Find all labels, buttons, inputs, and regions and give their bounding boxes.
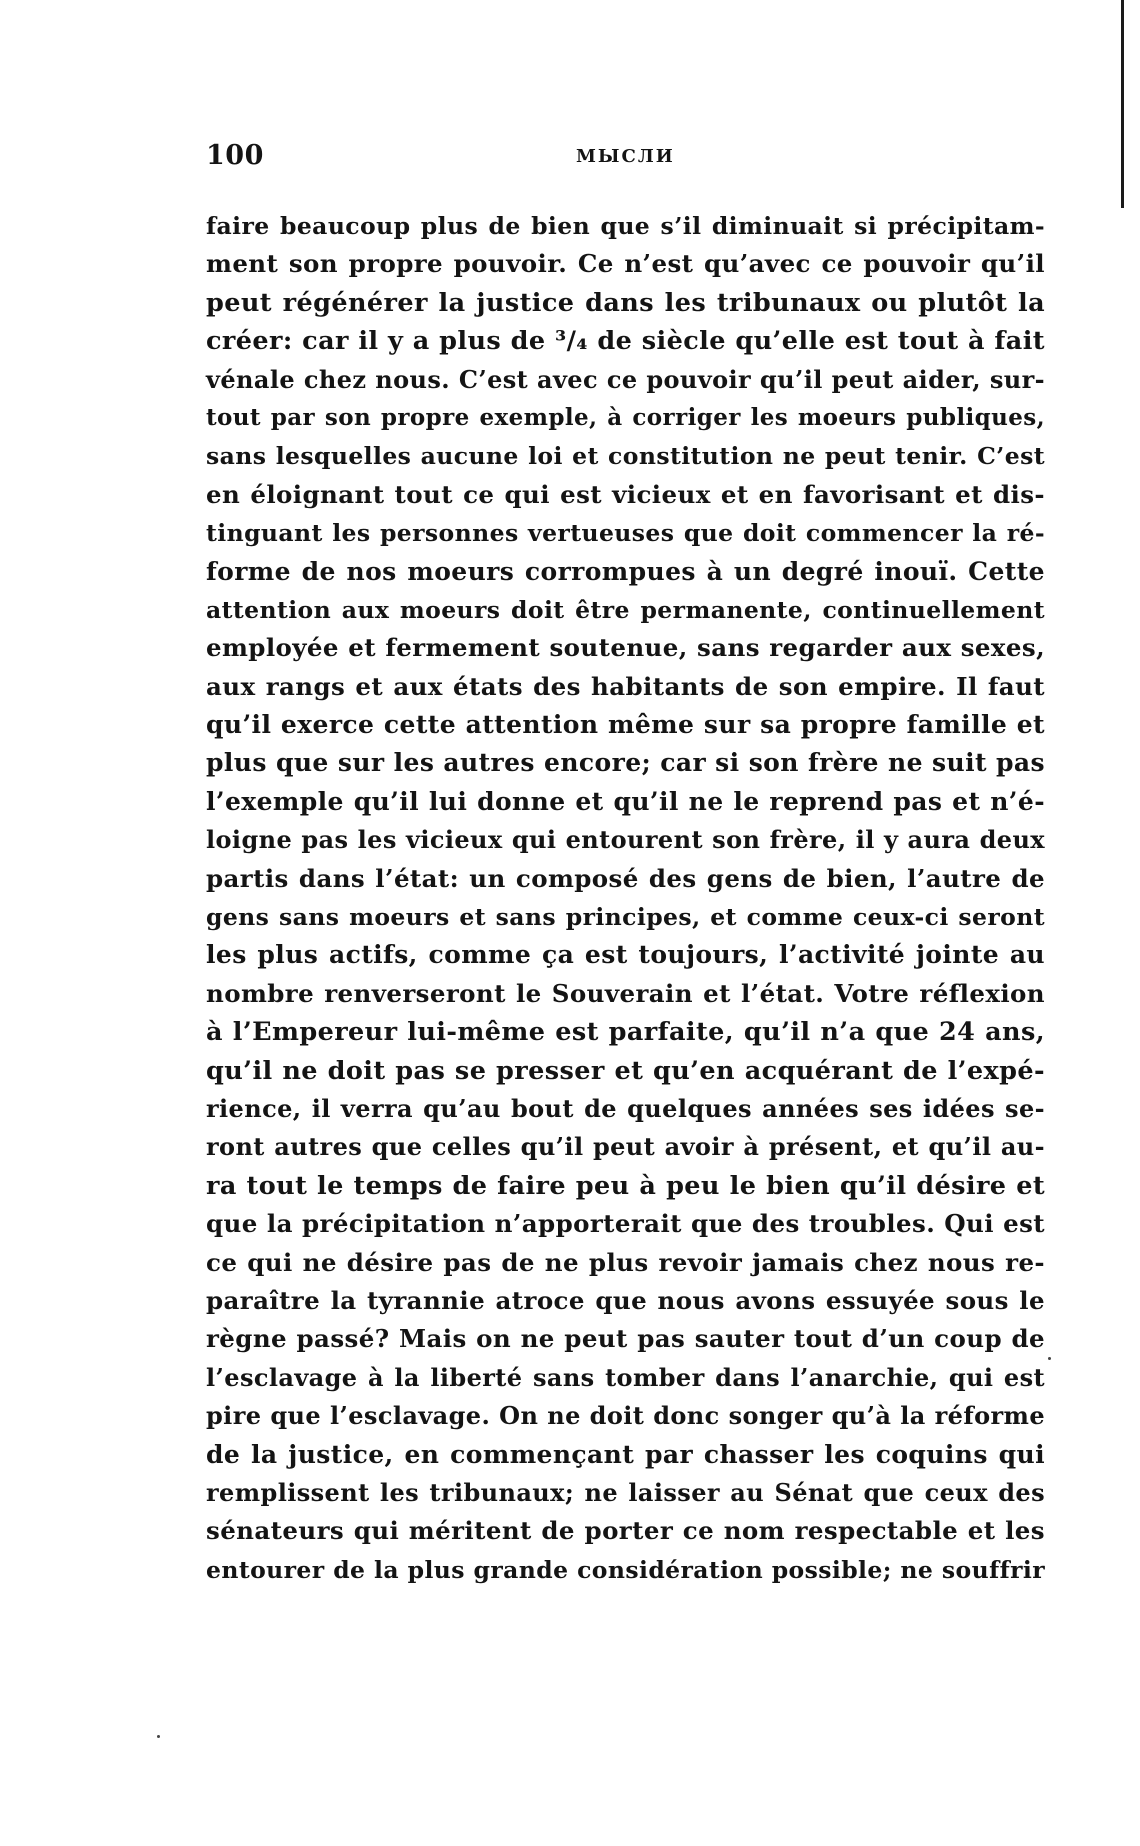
text-line: loigne pas les vicieux qui entourent son frère, il y aura deux	[206, 825, 1045, 855]
text-line: créer: car il y a plus de ³/₄ de siècle qu’elle est tout à fait	[206, 326, 1045, 357]
running-head: МЫСЛИ	[576, 146, 675, 167]
text-line: tinguant les personnes vertueuses que doit commencer la ré-	[206, 519, 1045, 548]
text-line: peut régénérer la justice dans les tribunaux ou plutôt la	[206, 287, 1045, 318]
text-line: qu’il ne doit pas se presser et qu’en acquérant de l’expé-	[206, 1055, 1045, 1086]
text-line: ront autres que celles qu’il peut avoir à présent, et qu’il au-	[206, 1132, 1045, 1162]
text-line: l’esclavage à la liberté sans tomber dans l’anarchie, qui est	[206, 1362, 1045, 1392]
text-line: entourer de la plus grande considération possible; ne souffrir	[206, 1555, 1045, 1584]
text-line: aux rangs et aux états des habitants de son empire. Il faut	[206, 671, 1045, 701]
text-line: partis dans l’état: un composé des gens de bien, l’autre de	[206, 863, 1045, 893]
text-line: règne passé? Mais on ne peut pas sauter tout d’un coup de	[206, 1324, 1045, 1354]
margin-speck	[1048, 1357, 1051, 1360]
text-line: tout par son propre exemple, à corriger les moeurs publiques,	[206, 403, 1045, 431]
text-line: rience, il verra qu’au bout de quelques années ses idées se-	[206, 1093, 1045, 1123]
text-line: sénateurs qui méritent de porter ce nom respectable et les	[206, 1516, 1045, 1546]
text-line: à l’Empereur lui-même est parfaite, qu’il n’a que 24 ans,	[206, 1017, 1045, 1048]
text-line: faire beaucoup plus de bien que s’il diminuait si précipitam-	[206, 212, 1045, 240]
page-number: 100	[206, 140, 264, 171]
page-edge-rule	[1121, 0, 1124, 208]
text-line: nombre renverseront le Souverain et l’état. Votre réflexion	[206, 978, 1045, 1008]
text-line: que la précipitation n’apporterait que des troubles. Qui est	[206, 1209, 1045, 1239]
margin-speck	[157, 1735, 160, 1738]
text-line: de la justice, en commençant par chasser les coquins qui	[206, 1439, 1045, 1469]
text-line: ce qui ne désire pas de ne plus revoir jamais chez nous re-	[206, 1247, 1045, 1277]
page-header	[206, 140, 1045, 180]
text-line: plus que sur les autres encore; car si son frère ne suit pas	[206, 748, 1045, 778]
text-line: en éloignant tout ce qui est vicieux et en favorisant et dis-	[206, 479, 1045, 509]
text-line: gens sans moeurs et sans principes, et comme ceux-ci seront	[206, 903, 1045, 932]
text-line: attention aux moeurs doit être permanente, continuellement	[206, 595, 1045, 624]
text-line: remplissent les tribunaux; ne laisser au Sénat que ceux des	[206, 1477, 1045, 1507]
text-line: paraître la tyrannie atroce que nous avons essuyée sous le	[206, 1285, 1045, 1315]
text-line: ment son propre pouvoir. Ce n’est qu’avec ce pouvoir qu’il	[206, 249, 1045, 279]
text-line: ra tout le temps de faire peu à peu le bien qu’il désire et	[206, 1170, 1045, 1201]
text-line: les plus actifs, comme ça est toujours, l’activité jointe au	[206, 940, 1045, 970]
text-line: employée et fermement soutenue, sans regarder aux sexes,	[206, 633, 1045, 663]
text-line: sans lesquelles aucune loi et constitution ne peut tenir. C’est	[206, 442, 1045, 471]
text-line: forme de nos moeurs corrompues à un degré inouï. Cette	[206, 556, 1045, 586]
body-text	[206, 207, 1045, 1589]
text-line: qu’il exerce cette attention même sur sa propre famille et	[206, 710, 1045, 740]
text-line: vénale chez nous. C’est avec ce pouvoir qu’il peut aider, sur-	[206, 364, 1045, 394]
text-line: l’exemple qu’il lui donne et qu’il ne le reprend pas et n’é-	[206, 786, 1045, 816]
text-line: pire que l’esclavage. On ne doit donc songer qu’à la réforme	[206, 1401, 1045, 1431]
